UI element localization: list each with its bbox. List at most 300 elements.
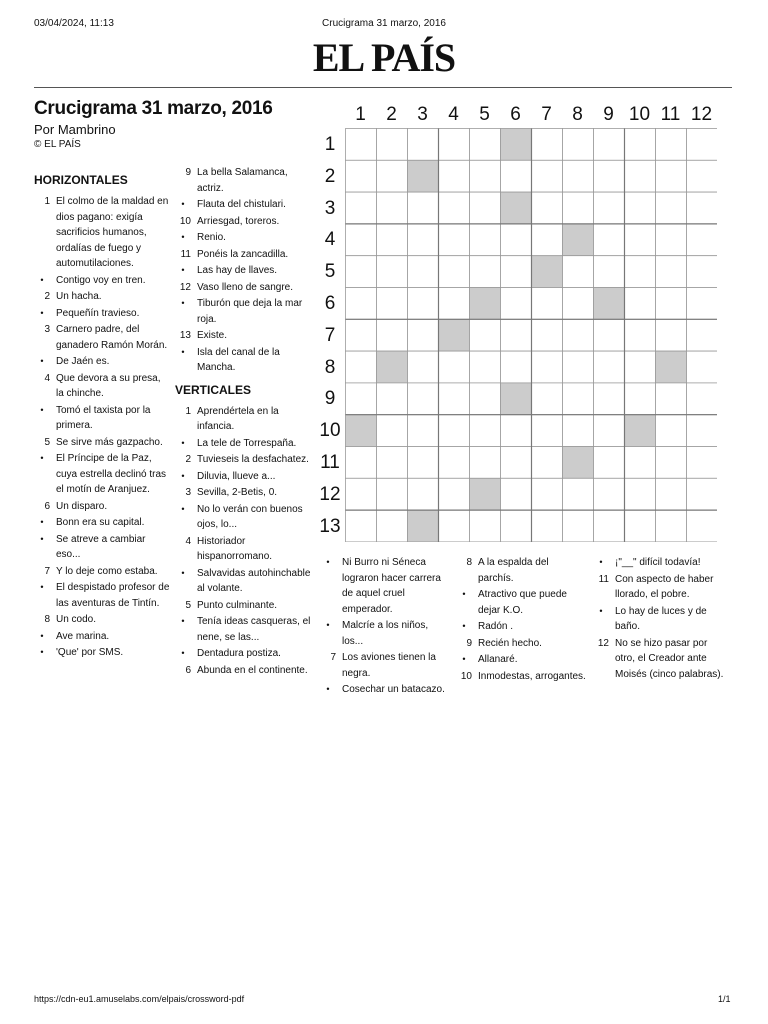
clue-item <box>175 214 311 230</box>
clue-number: 7 <box>44 565 50 577</box>
clue-number: • <box>40 517 44 527</box>
grid-row-number: 4 <box>324 229 336 251</box>
grid-row-number: 9 <box>324 388 336 410</box>
clue-item <box>593 572 729 603</box>
grid-cell[interactable] <box>377 224 408 256</box>
print-title: Crucigrama 31 marzo, 2016 <box>322 18 446 29</box>
grid-block-cell <box>377 351 408 383</box>
grid-cell[interactable] <box>532 383 563 415</box>
grid-cell[interactable] <box>532 224 563 256</box>
grid-cell[interactable] <box>377 447 408 479</box>
grid-cell[interactable] <box>656 224 687 256</box>
grid-cell[interactable] <box>501 160 532 192</box>
grid-row-number: 13 <box>319 515 341 537</box>
grid-cell[interactable] <box>563 383 594 415</box>
clue-number: • <box>326 620 330 630</box>
grid-column-number: 4 <box>448 104 459 125</box>
grid-cell[interactable] <box>656 478 687 510</box>
grid-cell[interactable] <box>470 224 501 256</box>
grid-cell[interactable] <box>470 129 501 161</box>
clue-text: Vaso lleno de sangre. <box>197 281 293 293</box>
clue-number: • <box>181 503 185 514</box>
horizontales-column <box>34 172 170 662</box>
clue-item <box>320 682 452 698</box>
clue-number: 8 <box>44 614 50 625</box>
clue-item <box>34 515 170 531</box>
grid-cell[interactable] <box>377 510 408 542</box>
clue-text: Renio. <box>197 232 226 243</box>
grid-cell[interactable] <box>470 351 501 383</box>
grid-cell[interactable] <box>625 319 656 351</box>
grid-column-number: 2 <box>386 104 397 125</box>
clue-text: Allanaré. <box>478 654 518 665</box>
grid-cell[interactable] <box>439 224 470 256</box>
clue-item <box>34 564 170 580</box>
grid-cell[interactable] <box>408 224 439 256</box>
grid-cell[interactable] <box>625 447 656 479</box>
grid-cell[interactable] <box>470 415 501 447</box>
grid-cell[interactable] <box>687 351 718 383</box>
clue-number: 13 <box>179 330 191 341</box>
grid-cell[interactable] <box>594 510 625 542</box>
grid-cell[interactable] <box>563 160 594 192</box>
clue-item <box>34 194 170 272</box>
grid-cell[interactable] <box>346 256 377 288</box>
grid-cell[interactable] <box>439 256 470 288</box>
grid-cell[interactable] <box>439 415 470 447</box>
grid-cell[interactable] <box>501 510 532 542</box>
clue-number: 3 <box>44 324 50 335</box>
grid-cell[interactable] <box>594 478 625 510</box>
grid-cell[interactable] <box>346 319 377 351</box>
grid-cell[interactable] <box>625 288 656 320</box>
clue-number: • <box>181 470 185 481</box>
clue-item <box>175 534 311 565</box>
clue-item <box>456 669 586 685</box>
grid-cell[interactable] <box>625 192 656 224</box>
grid-cell[interactable] <box>563 256 594 288</box>
clue-number: 1 <box>44 196 50 207</box>
grid-cell[interactable] <box>470 256 501 288</box>
clue-item <box>175 646 311 662</box>
grid-cell[interactable] <box>656 192 687 224</box>
clue-item <box>175 566 311 597</box>
grid-cell[interactable] <box>470 383 501 415</box>
grid-cell[interactable] <box>656 129 687 161</box>
grid-block-cell <box>501 192 532 224</box>
clue-text: El despistado profesor de las aventuras de Tintín. <box>56 582 170 609</box>
grid-cell[interactable] <box>501 288 532 320</box>
clue-text: El colmo de la maldad en dios pagano: exigía sacrificios humanos, ordalías de fuego y automutilaciones. <box>56 196 169 269</box>
puzzle-title: Crucigrama 31 marzo, 2016 <box>34 98 273 119</box>
grid-cell[interactable] <box>625 510 656 542</box>
clue-text: Y lo deje como estaba. <box>56 565 158 577</box>
grid-cell[interactable] <box>501 351 532 383</box>
grid-block-cell <box>532 256 563 288</box>
clue-text: Punto culminante. <box>197 599 278 611</box>
clue-item <box>175 345 311 376</box>
verticales-list-continued-2 <box>456 555 586 684</box>
grid-cell[interactable] <box>408 319 439 351</box>
clue-item <box>175 197 311 213</box>
grid-cell[interactable] <box>408 478 439 510</box>
grid-cell[interactable] <box>408 415 439 447</box>
grid-cell[interactable] <box>377 383 408 415</box>
clue-text: Inmodestas, arrogantes. <box>478 670 586 682</box>
grid-cell[interactable] <box>532 510 563 542</box>
clue-number: • <box>181 567 185 578</box>
grid-cell[interactable] <box>346 383 377 415</box>
grid-cell[interactable] <box>656 288 687 320</box>
clue-number: 5 <box>185 599 191 611</box>
verticales-list-continued-3 <box>593 555 729 682</box>
clue-item <box>175 598 311 614</box>
grid-cell[interactable] <box>594 160 625 192</box>
clue-item <box>175 614 311 645</box>
grid-cell[interactable] <box>563 288 594 320</box>
grid-cell[interactable] <box>532 478 563 510</box>
grid-column-number: 3 <box>417 104 428 125</box>
grid-cell[interactable] <box>563 351 594 383</box>
grid-cell[interactable] <box>501 319 532 351</box>
clue-number: • <box>181 616 185 626</box>
grid-cell[interactable] <box>563 415 594 447</box>
grid-cell[interactable] <box>408 129 439 161</box>
clue-number: 4 <box>44 372 50 384</box>
grid-cell[interactable] <box>532 129 563 161</box>
clue-number: 12 <box>597 637 609 649</box>
clue-number: 11 <box>598 573 609 585</box>
clue-text: Atractivo que puede dejar K.O. <box>478 589 567 616</box>
clue-number: • <box>40 356 44 366</box>
clue-text: Aprendértela en la infancia. <box>197 405 279 432</box>
grid-cell[interactable] <box>656 160 687 192</box>
clue-item <box>175 263 311 279</box>
grid-cell[interactable] <box>687 160 718 192</box>
grid-cell[interactable] <box>625 351 656 383</box>
grid-cell[interactable] <box>439 160 470 192</box>
grid-cell[interactable] <box>377 415 408 447</box>
clue-item <box>175 469 311 485</box>
clue-item <box>34 612 170 628</box>
clue-item <box>456 555 586 586</box>
clue-text: Salvavidas autohinchable al volante. <box>197 567 311 594</box>
grid-cell[interactable] <box>532 319 563 351</box>
grid-cell[interactable] <box>594 192 625 224</box>
grid-cell[interactable] <box>377 319 408 351</box>
clue-number: • <box>40 533 44 544</box>
clue-number: 2 <box>44 291 50 302</box>
grid-cell[interactable] <box>377 288 408 320</box>
puzzle-author: Por Mambrino <box>34 122 116 137</box>
grid-cell[interactable] <box>532 288 563 320</box>
grid-cell[interactable] <box>346 351 377 383</box>
grid-cell[interactable] <box>408 447 439 479</box>
grid-row-number: 5 <box>324 261 336 283</box>
grid-cell[interactable] <box>656 510 687 542</box>
clue-number: • <box>599 605 603 616</box>
clue-item <box>175 230 311 246</box>
grid-column-number: 10 <box>628 104 651 125</box>
grid-cell[interactable] <box>346 192 377 224</box>
grid-cell[interactable] <box>687 447 718 479</box>
grid-block-cell <box>656 351 687 383</box>
grid-cell[interactable] <box>594 129 625 161</box>
grid-row-number: 1 <box>324 134 336 155</box>
clue-number: • <box>599 557 603 567</box>
clue-text: Las hay de llaves. <box>197 265 278 276</box>
clue-item <box>593 604 729 635</box>
clue-item <box>175 452 311 468</box>
grid-cell[interactable] <box>687 192 718 224</box>
clue-text: Que devora a su presa, la chinche. <box>56 372 161 399</box>
clue-text: Historiador hispanorromano. <box>197 535 273 562</box>
grid-cell[interactable] <box>470 447 501 479</box>
grid-cell[interactable] <box>532 160 563 192</box>
grid-cell[interactable] <box>346 160 377 192</box>
grid-cell[interactable] <box>532 447 563 479</box>
clue-item <box>175 328 311 344</box>
grid-cell[interactable] <box>439 478 470 510</box>
clue-number: 7 <box>330 652 336 663</box>
clue-text: Arriesgad, toreros. <box>197 215 280 227</box>
clue-number: 3 <box>185 487 191 498</box>
grid-cell[interactable] <box>625 160 656 192</box>
clue-item <box>175 404 311 435</box>
clue-text: Tomó el taxista por la primera. <box>56 404 151 431</box>
grid-cell[interactable] <box>563 319 594 351</box>
grid-column-number: 5 <box>479 104 490 125</box>
clue-text: La tele de Torrespaña. <box>197 437 297 449</box>
verticales-list <box>175 404 311 679</box>
grid-cell[interactable] <box>439 447 470 479</box>
clue-text: ¡"__" difícil todavía! <box>615 557 701 568</box>
grid-cell[interactable] <box>563 129 594 161</box>
clue-number: 6 <box>44 500 50 512</box>
clue-number: 9 <box>185 167 191 178</box>
grid-cell[interactable] <box>687 319 718 351</box>
grid-cell[interactable] <box>408 192 439 224</box>
grid-cell[interactable] <box>532 192 563 224</box>
grid-cell[interactable] <box>594 415 625 447</box>
grid-cell[interactable] <box>687 256 718 288</box>
grid-cell[interactable] <box>439 192 470 224</box>
clue-number: • <box>181 265 185 275</box>
grid-cell[interactable] <box>346 224 377 256</box>
grid-cell[interactable] <box>656 415 687 447</box>
grid-cell[interactable] <box>346 478 377 510</box>
clues-column-4 <box>456 555 586 685</box>
grid-cell[interactable] <box>346 447 377 479</box>
crossword-grid[interactable] <box>345 128 717 542</box>
grid-cell[interactable] <box>625 129 656 161</box>
grid-column-number: 7 <box>541 104 552 125</box>
grid-cell[interactable] <box>501 478 532 510</box>
grid-row-number: 3 <box>324 197 336 219</box>
grid-cell[interactable] <box>377 160 408 192</box>
clue-number: • <box>326 557 330 567</box>
grid-column-number: 11 <box>660 104 681 125</box>
grid-cell[interactable] <box>532 415 563 447</box>
clue-number: 5 <box>44 436 50 448</box>
clue-item <box>456 636 586 652</box>
grid-cell[interactable] <box>625 224 656 256</box>
grid-cell[interactable] <box>594 447 625 479</box>
grid-cell[interactable] <box>625 383 656 415</box>
clue-text: Tiburón que deja la mar roja. <box>197 298 303 325</box>
grid-cell[interactable] <box>408 256 439 288</box>
clue-item <box>34 645 170 661</box>
clue-item <box>593 555 729 571</box>
grid-cell[interactable] <box>687 288 718 320</box>
grid-cell[interactable] <box>656 383 687 415</box>
grid-cell[interactable] <box>346 288 377 320</box>
grid-cell[interactable] <box>687 478 718 510</box>
grid-cell[interactable] <box>408 351 439 383</box>
clue-text: Malcríe a los niños, los... <box>342 620 429 647</box>
grid-cell[interactable] <box>594 224 625 256</box>
clue-item <box>34 435 170 451</box>
el-pais-logo: EL PAÍS <box>312 35 456 80</box>
grid-cell[interactable] <box>625 478 656 510</box>
clue-text: Existe. <box>197 330 228 341</box>
grid-cell[interactable] <box>656 256 687 288</box>
grid-column-number: 1 <box>355 104 366 125</box>
grid-row-number: 12 <box>319 483 341 505</box>
clue-number: • <box>326 684 330 694</box>
grid-cell[interactable] <box>377 192 408 224</box>
grid-cell[interactable] <box>656 447 687 479</box>
clue-text: Contigo voy en tren. <box>56 274 146 286</box>
clue-item <box>320 618 452 649</box>
grid-cell[interactable] <box>563 510 594 542</box>
verticales-heading: VERTICALES <box>175 382 252 397</box>
grid-cell[interactable] <box>594 256 625 288</box>
grid-cell[interactable] <box>408 288 439 320</box>
clue-number: 10 <box>460 670 472 682</box>
clue-item <box>34 371 170 402</box>
clue-item <box>175 485 311 501</box>
grid-cell[interactable] <box>439 383 470 415</box>
grid-column-number: 6 <box>510 104 521 125</box>
clue-item <box>175 296 311 327</box>
grid-cell[interactable] <box>377 129 408 161</box>
clue-item <box>175 247 311 263</box>
grid-cell[interactable] <box>563 192 594 224</box>
grid-cell[interactable] <box>687 129 718 161</box>
grid-block-cell <box>501 383 532 415</box>
grid-cell[interactable] <box>501 447 532 479</box>
grid-cell[interactable] <box>470 160 501 192</box>
clue-text: Un disparo. <box>56 500 108 512</box>
grid-block-cell <box>625 415 656 447</box>
grid-cell[interactable] <box>687 383 718 415</box>
grid-cell[interactable] <box>687 224 718 256</box>
clue-text: Tuvieseis la desfachatez. <box>197 454 309 465</box>
grid-cell[interactable] <box>501 224 532 256</box>
grid-cell[interactable] <box>594 351 625 383</box>
grid-cell[interactable] <box>470 319 501 351</box>
clue-item <box>34 322 170 353</box>
clue-item <box>34 629 170 645</box>
clue-text: No lo verán con buenos ojos, lo... <box>197 503 303 530</box>
grid-cell[interactable] <box>625 256 656 288</box>
clue-number: 2 <box>185 454 191 465</box>
clue-text: A la espalda del parchís. <box>478 557 549 584</box>
clue-text: Un hacha. <box>56 291 102 302</box>
verticales-list-continued <box>320 555 452 698</box>
grid-row-number: 7 <box>324 324 336 346</box>
grid-row-number: 10 <box>319 420 341 442</box>
grid-column-number: 9 <box>603 104 614 125</box>
clue-item <box>34 273 170 289</box>
clue-number: 8 <box>466 557 472 568</box>
clue-number: • <box>40 453 44 463</box>
grid-cell[interactable] <box>470 192 501 224</box>
grid-row-number: 11 <box>320 452 340 473</box>
horizontales-list-continued <box>175 165 311 376</box>
clue-text: De Jaén es. <box>56 356 110 367</box>
grid-cell[interactable] <box>346 129 377 161</box>
grid-cell[interactable] <box>408 383 439 415</box>
clue-number: • <box>181 199 185 209</box>
grid-cell[interactable] <box>563 478 594 510</box>
clue-text: Diluvia, llueve a... <box>197 470 276 482</box>
grid-cell[interactable] <box>346 510 377 542</box>
clue-number: 4 <box>185 535 191 547</box>
clue-text: Sevilla, 2-Betis, 0. <box>197 487 278 498</box>
grid-cell[interactable] <box>377 256 408 288</box>
clue-number: • <box>181 232 185 242</box>
grid-cell[interactable] <box>687 415 718 447</box>
clue-text: Se atreve a cambiar eso... <box>56 533 146 560</box>
clue-item <box>175 502 311 533</box>
clue-number: • <box>40 307 44 318</box>
footer-page-number: 1/1 <box>718 994 731 1004</box>
grid-cell[interactable] <box>501 415 532 447</box>
grid-cell[interactable] <box>439 351 470 383</box>
grid-cell[interactable] <box>532 351 563 383</box>
grid-block-cell <box>346 415 377 447</box>
clue-number: • <box>462 621 466 631</box>
clue-item <box>34 403 170 434</box>
grid-cell[interactable] <box>377 478 408 510</box>
clue-item <box>175 280 311 296</box>
clue-text: Un codo. <box>56 614 97 625</box>
clue-number: • <box>181 298 185 308</box>
grid-column-number: 8 <box>572 104 583 125</box>
clue-number: • <box>181 437 185 448</box>
clue-text: Ponéis la zancadilla. <box>197 248 289 260</box>
clue-number: 1 <box>185 405 191 417</box>
grid-cell[interactable] <box>594 319 625 351</box>
clue-number: 12 <box>179 281 191 293</box>
grid-cell[interactable] <box>439 288 470 320</box>
grid-cell[interactable] <box>594 383 625 415</box>
grid-cell[interactable] <box>501 256 532 288</box>
grid-cell[interactable] <box>687 510 718 542</box>
clue-text: Dentadura postiza. <box>197 648 281 659</box>
grid-cell[interactable] <box>439 129 470 161</box>
grid-cell[interactable] <box>470 510 501 542</box>
grid-column-number: 12 <box>690 104 713 125</box>
grid-cell[interactable] <box>439 510 470 542</box>
clue-number: • <box>40 582 44 592</box>
clue-text: No se hizo pasar por otro, el Creador ante Moisés (cinco palabras). <box>615 637 724 680</box>
clue-item <box>34 354 170 370</box>
grid-cell[interactable] <box>656 319 687 351</box>
clue-text: Bonn era su capital. <box>56 517 145 528</box>
